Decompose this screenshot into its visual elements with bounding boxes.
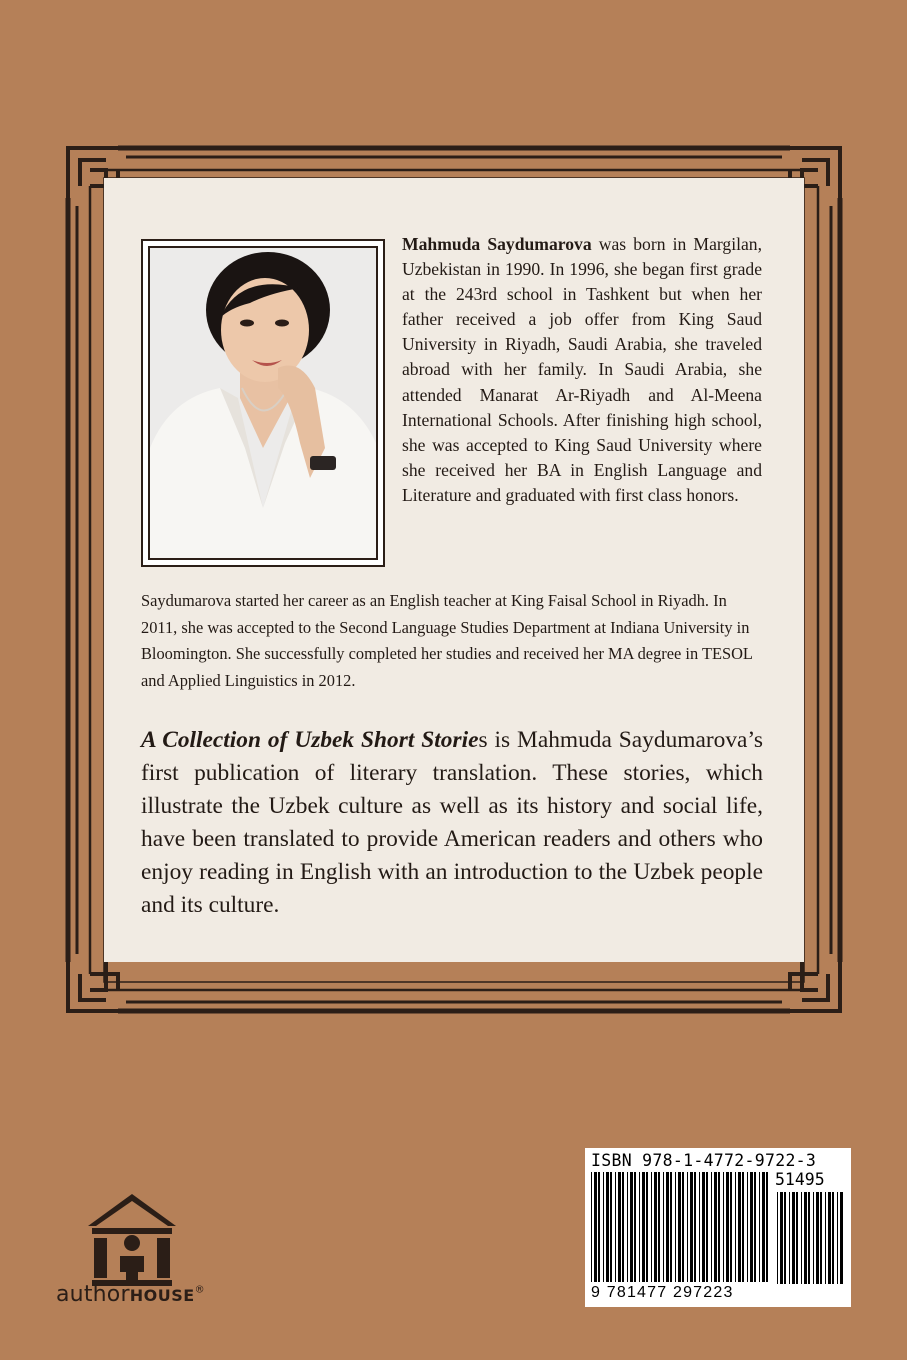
barcode-bar (603, 1172, 604, 1282)
book-title: A Collection of Uzbek Short Storie (141, 727, 479, 753)
author-portrait (150, 248, 376, 558)
barcode-bars (591, 1172, 771, 1282)
book-blurb-text: is Mahmuda Saydumarova’s first publication of literary translation. These stories, which illustrate the Uzbek culture as well as its history and social life, have been translated to provide American readers and others who enjoy reading in English with an introduction to the Uzbek people and its culture. (141, 727, 763, 918)
barcode-bar (735, 1172, 736, 1282)
barcode-bar (754, 1172, 756, 1282)
barcode-bar (816, 1192, 819, 1284)
book-title-suffix: s (478, 727, 488, 753)
barcode-bar (678, 1172, 681, 1282)
barcode-bar (663, 1172, 664, 1282)
author-photo (141, 239, 385, 567)
author-bio-intro-text: was born in Margilan, Uzbekistan in 1990. In 1996, she began first grade at the 243rd school in Tashkent but when her father received a job offer from King Saud University in Riyadh, Saudi Arabia, she traveled abroad with her family. In Saudi Arabia, she attended Manarat Ar-Riyadh and Al-Meena International Schools. After finishing high school, she was accepted to King Saud University where she received her BA in English Language and Literature and graduated with first class honors. (402, 234, 762, 505)
barcode-bar (828, 1192, 831, 1284)
registered-mark: ® (194, 1284, 205, 1296)
barcode-bar (718, 1172, 720, 1282)
barcode-bar (646, 1172, 648, 1282)
barcode-bar (726, 1172, 729, 1282)
barcode-bar (792, 1192, 795, 1284)
barcode-bar (747, 1172, 748, 1282)
barcode-bar (738, 1172, 741, 1282)
isbn-number: ISBN 978-1-4772-9722-3 (591, 1151, 817, 1170)
book-blurb (141, 724, 763, 922)
barcode-bar (591, 1172, 592, 1282)
author-bio-intro (402, 232, 762, 508)
barcode-bar (675, 1172, 676, 1282)
barcode-bar (706, 1172, 708, 1282)
barcode-bar (762, 1172, 765, 1282)
barcode-bar (789, 1192, 790, 1284)
barcode-bar (627, 1172, 628, 1282)
barcode-bar (813, 1192, 814, 1284)
barcode-bar (682, 1172, 684, 1282)
barcode-bar (702, 1172, 705, 1282)
barcode-bar (634, 1172, 636, 1282)
barcode-bar (690, 1172, 693, 1282)
barcode-bar (639, 1172, 640, 1282)
barcode-bar (666, 1172, 669, 1282)
barcode-bar (730, 1172, 732, 1282)
barcode-bar (759, 1172, 760, 1282)
author-name: Mahmuda Saydumarova (402, 234, 592, 254)
barcode-bar (750, 1172, 753, 1282)
barcode-bar (714, 1172, 717, 1282)
barcode-bar (777, 1192, 778, 1284)
barcode-bar (642, 1172, 645, 1282)
barcode-bar (670, 1172, 672, 1282)
barcode-bar (808, 1192, 810, 1284)
barcode-bar (784, 1192, 786, 1284)
price-barcode-bars (777, 1192, 845, 1284)
barcode-bar (840, 1192, 843, 1284)
publisher-name-upper: HOUSE (129, 1286, 195, 1305)
barcode-bar (598, 1172, 600, 1282)
barcode-bar (622, 1172, 624, 1282)
barcode-bar (658, 1172, 660, 1282)
barcode-bar (742, 1172, 744, 1282)
barcode-bar (825, 1192, 826, 1284)
barcode-bar (618, 1172, 621, 1282)
barcode-bar (796, 1192, 798, 1284)
ean-digits: 9 781477 297223 (591, 1284, 734, 1301)
barcode-bar (651, 1172, 652, 1282)
barcode-bar (694, 1172, 696, 1282)
barcode-bar (630, 1172, 633, 1282)
publisher-wordmark (56, 1282, 205, 1307)
barcode-bar (766, 1172, 768, 1282)
barcode-bar (711, 1172, 712, 1282)
barcode-bar (837, 1192, 838, 1284)
isbn-barcode (585, 1148, 851, 1307)
publisher-name-lower: author (56, 1282, 130, 1307)
barcode-bar (654, 1172, 657, 1282)
barcode-bar (699, 1172, 700, 1282)
barcode-bar (606, 1172, 609, 1282)
barcode-bar (820, 1192, 822, 1284)
barcode-bar (780, 1192, 783, 1284)
barcode-bar (687, 1172, 688, 1282)
barcode-bar (594, 1172, 597, 1282)
barcode-bar (615, 1172, 616, 1282)
barcode-bar (804, 1192, 807, 1284)
barcode-bar (610, 1172, 612, 1282)
author-career: Saydumarova started her career as an English teacher at King Faisal School in Riyadh. In 2011, she was accepted to the Second Language Studies Department at Indiana University in Bloomington. She successfully completed her studies and received her MA degree in TESOL and Applied Linguistics in 2012. (141, 591, 753, 690)
price-code: 51495 (775, 1170, 825, 1189)
barcode-bar (832, 1192, 834, 1284)
barcode-bar (723, 1172, 724, 1282)
barcode-bar (801, 1192, 802, 1284)
